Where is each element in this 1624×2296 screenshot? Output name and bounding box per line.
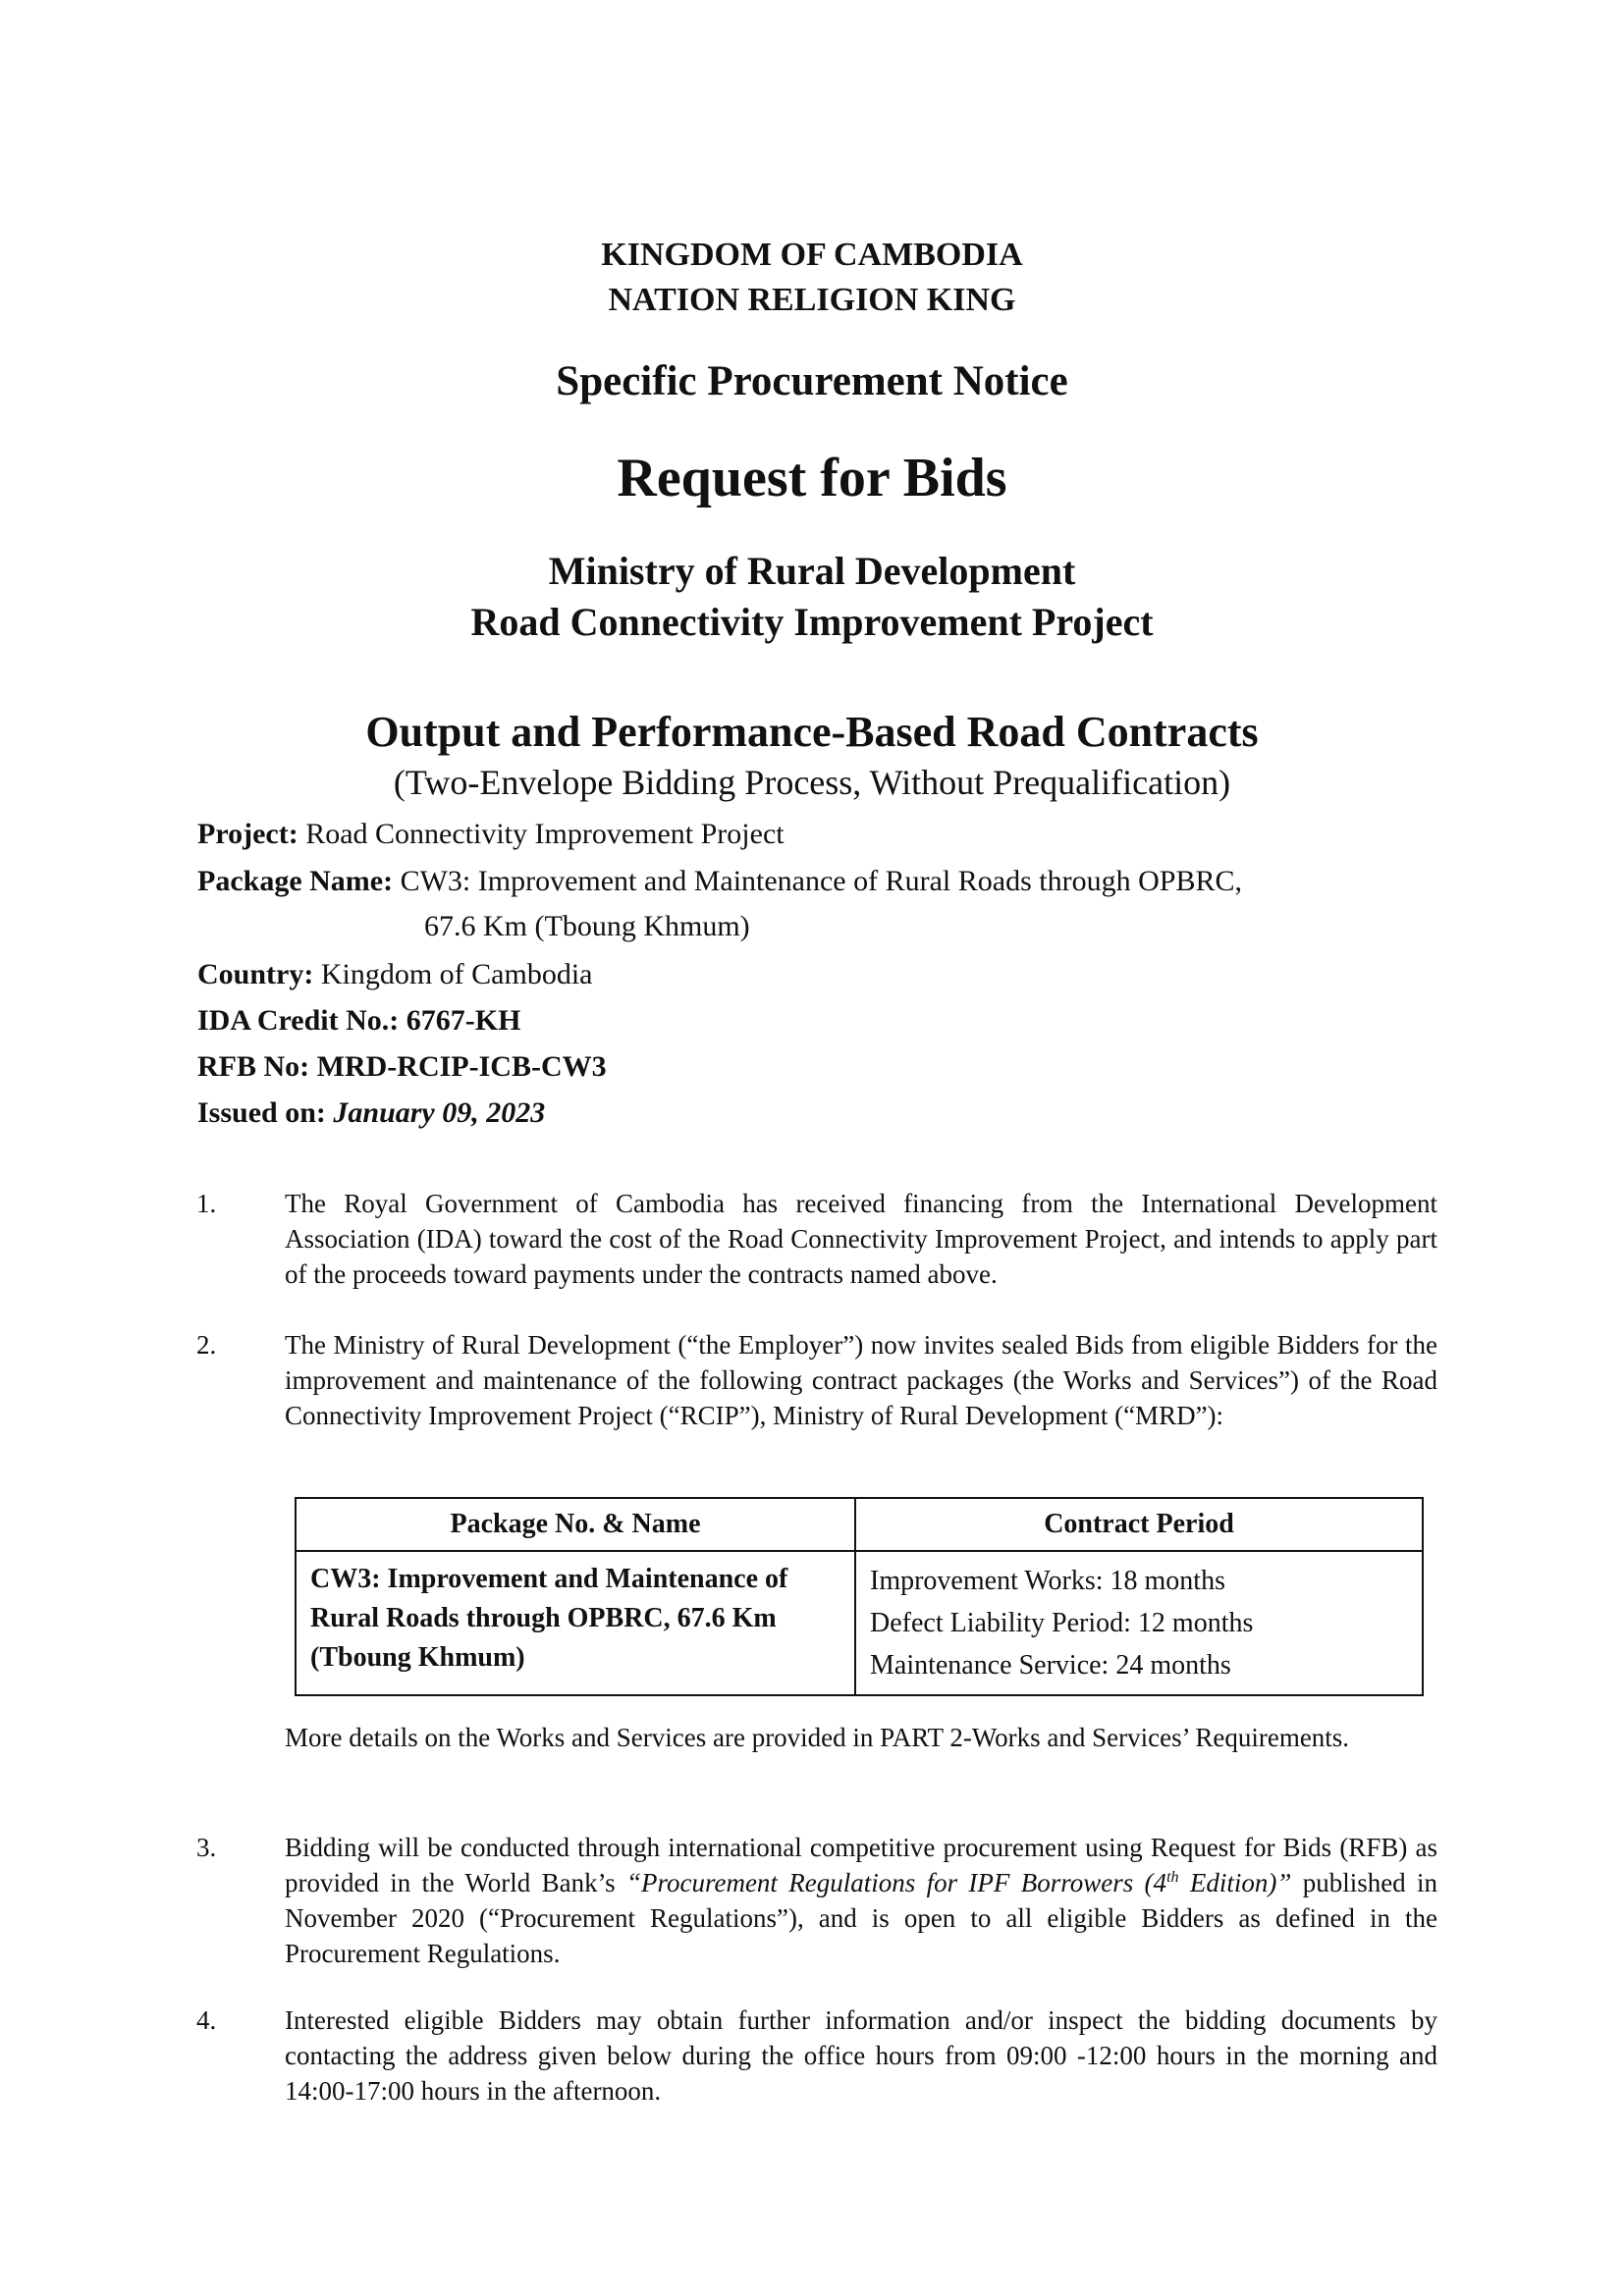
package-value: CW3: Improvement and Maintenance of Rural Roads through OPBRC, (393, 865, 1242, 897)
project-name: Road Connectivity Improvement Project (470, 600, 1154, 644)
regulations-title-b: Edition)” (1178, 1868, 1292, 1897)
paragraph-3 (285, 1830, 1437, 1971)
period-defect-liability: Defect Liability Period: 12 months (870, 1608, 1254, 1638)
project-value: Road Connectivity Improvement Project (298, 818, 785, 850)
paragraph-1: The Royal Government of Cambodia has received financing from the International Development Association (IDA) toward the cost of the Road Connectivity Improvement Project, and intends to apply part of the proceeds toward payments under the contracts named above. (285, 1189, 1437, 1289)
rfb-label: RFB No: (197, 1050, 310, 1083)
paragraph-4: Interested eligible Bidders may obtain further information and/or inspect the bidding documents by contacting the address given below during the office hours from 09:00 -12:00 hours in the morning and 14:00-17:00 hours in the afternoon. (285, 2005, 1437, 2106)
period-column-header: Contract Period (855, 1498, 1423, 1551)
period-maintenance: Maintenance Service: 24 months (870, 1650, 1231, 1681)
kingdom-heading (0, 233, 1624, 323)
paragraph-1-number: 1. (196, 1189, 217, 1218)
ida-label: IDA Credit No.: (197, 1004, 400, 1037)
regulations-title-a: “Procurement Regulations for IPF Borrowers (4 (625, 1868, 1167, 1897)
motto-line: NATION RELIGION KING (608, 282, 1016, 318)
paragraph-2-number: 2. (196, 1330, 217, 1360)
paragraph-2: The Ministry of Rural Development (“the Employer”) now invites sealed Bids from eligible Bidders for the improvement and maintenance of the following contract packages (the Works and Services”) of the Road Connectivity Improvement Project (“RCIP”), Ministry of Rural Development (“MRD”): (285, 1330, 1437, 1430)
ministry-name: Ministry of Rural Development (548, 549, 1076, 593)
document-title: Request for Bids (617, 448, 1007, 508)
country-row (197, 957, 592, 992)
package-table (295, 1497, 1424, 1696)
regulations-title (626, 1868, 1291, 1897)
country-value: Kingdom of Cambodia (313, 958, 593, 990)
notice-type: Specific Procurement Notice (556, 358, 1068, 404)
contract-period-cell (855, 1551, 1423, 1695)
package-code: CW3 (310, 1564, 372, 1594)
project-row (197, 817, 785, 852)
bidding-process: (Two-Envelope Bidding Process, Without Prequalification) (393, 763, 1231, 802)
package-name-cell (296, 1551, 855, 1695)
kingdom-line: KINGDOM OF CAMBODIA (601, 237, 1023, 273)
table-row (296, 1551, 1423, 1695)
package-label: Package Name: (197, 865, 394, 897)
paragraph-3-text-b: published in November 2020 (“Procurement Regulations”), and is open to all eligible Bidders as defined in the Procurement Regulations. (285, 1868, 1438, 1968)
edition-superscript: th (1166, 1869, 1179, 1886)
paragraph-3-number: 3. (196, 1833, 217, 1862)
contract-title: Output and Performance-Based Road Contracts (365, 708, 1259, 756)
table-header-row (296, 1498, 1423, 1551)
paragraph-3-text-a: Bidding will be conducted through international competitive procurement using Request for Bids (RFB) as provided in the World Bank’s (285, 1833, 1437, 1897)
issued-date: January 09, 2023 (325, 1096, 546, 1129)
rfb-value: MRD-RCIP-ICB-CW3 (309, 1050, 607, 1083)
ida-value: 6767-KH (399, 1004, 521, 1037)
project-label: Project: (197, 818, 298, 850)
package-row-cont: 67.6 Km (Tboung Khmum) (424, 910, 750, 942)
issued-row (197, 1095, 545, 1131)
rfb-number-row (197, 1049, 607, 1085)
package-row (197, 864, 1242, 899)
package-column-header: Package No. & Name (296, 1498, 855, 1551)
ida-credit-row (197, 1003, 520, 1039)
period-improvement: Improvement Works: 18 months (870, 1566, 1225, 1596)
country-label: Country: (197, 958, 314, 990)
issuer-heading (0, 546, 1624, 648)
package-description: : Improvement and Maintenance of Rural Roads through OPBRC, 67.6 Km (Tboung Khmum) (310, 1564, 788, 1673)
paragraph-2-details: More details on the Works and Services are provided in PART 2-Works and Services’ Requirements. (285, 1723, 1350, 1752)
issued-label: Issued on: (197, 1096, 326, 1129)
paragraph-4-number: 4. (196, 2005, 217, 2035)
